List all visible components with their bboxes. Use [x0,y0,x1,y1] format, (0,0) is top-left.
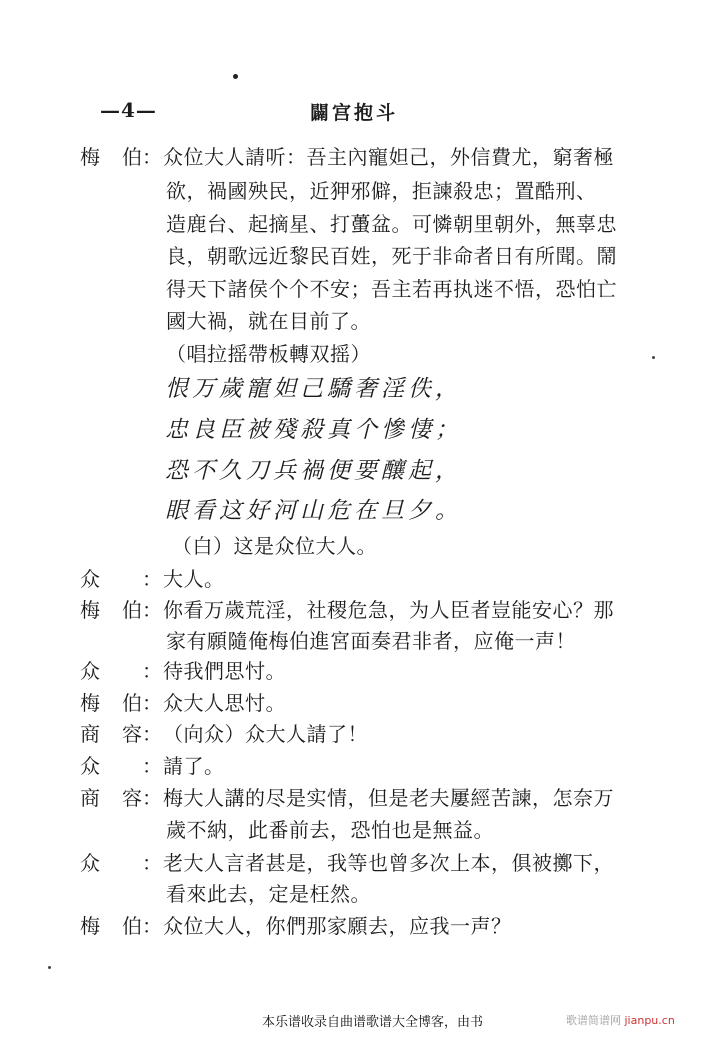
speaker-colon: ： [142,851,162,875]
dialogue-line: 歲不納，此番前去，恐怕也是無益。 [166,818,494,842]
speaker-colon: ： [142,914,162,938]
speaker-colon: ： [142,786,162,810]
speaker-char-1: 众 [80,851,100,875]
dialogue-line: 待我們思忖。 [163,659,286,683]
dialogue-line: 看來此去，定是枉然。 [166,882,371,906]
scan-speck [652,356,655,359]
sung-verse: 恨万歲寵妲己驕奢淫佚， [165,376,462,402]
watermark [566,1012,675,1028]
dialogue-line: 良，朝歌远近黎民百姓，死于非命者日有所聞。鬧 [166,244,617,268]
sung-verse: 忠良臣被殘殺真个慘悽； [165,417,462,443]
dialogue-line: 欲，禍國殃民，近狎邪僻，拒諫殺忠；置酷刑、 [166,179,597,203]
dialogue-line: 造鹿台、起摘星、打蠆盆。可憐朝里朝外，無辜忠 [166,212,617,236]
speaker-name [80,597,142,623]
speaker-colon: ： [142,598,162,622]
speaker-name [80,690,142,716]
spoken-line: （白）这是众位大人。 [172,534,377,558]
sung-verse: 眼看这好河山危在旦夕。 [165,498,462,524]
stage-direction: （唱拉摇帶板轉双摇） [166,342,371,366]
watermark-url: jianpu.cn [624,1014,675,1027]
speaker-char-1: 梅 [80,145,100,169]
speaker-name [80,144,142,170]
dialogue-line: 家有願隨俺梅伯進宮面奏君非者，应俺一声！ [166,629,576,653]
dialogue-line: 你看万歲荒淫，社稷危急，为人臣者豈能安心？那 [163,598,614,622]
speaker-colon: ： [142,567,162,591]
dialogue-line: 众位大人請听：吾主內寵妲己，外信費尤，窮奢極 [163,145,614,169]
speaker-colon: ： [142,691,162,715]
page-number: —4— [100,98,157,122]
speaker-char-1: 众 [80,659,100,683]
speaker-name [80,566,100,592]
scan-speck [48,966,51,969]
speaker-name [80,721,142,747]
dialogue-line: 众位大人，你們那家願去，应我一声？ [163,914,512,938]
dialogue-line: 國大禍，就在目前了。 [166,309,371,333]
speaker-colon: ： [142,754,162,778]
speaker-name [80,753,100,779]
dialogue-line: 大人。 [163,567,225,591]
speaker-char-1: 梅 [80,598,100,622]
speaker-char-2: 伯 [122,598,142,622]
speaker-colon: ： [142,659,162,683]
dialogue-line: 众大人思忖。 [163,691,286,715]
speaker-char-1: 商 [80,786,100,810]
speaker-char-2: 伯 [122,914,142,938]
running-title: 闢宫抱斗 [310,102,399,124]
speaker-char-2: 伯 [122,691,142,715]
dialogue-line: （向众）众大人請了！ [163,722,368,746]
speaker-char-2: 容 [122,786,142,810]
dialogue-line: 得天下諸侯个个不安；吾主若再执迷不悟，恐怕亡 [166,277,617,301]
speaker-colon: ： [142,722,162,746]
speaker-name [80,785,142,811]
speaker-char-1: 众 [80,567,100,591]
speaker-char-1: 商 [80,722,100,746]
sung-verse: 恐不久刀兵禍便要釀起， [165,458,462,484]
watermark-site-name: 歌谱简谱网 [566,1014,621,1027]
dialogue-line: 梅大人講的尽是实情，但是老夫屢經苦諫，怎奈万 [163,786,614,810]
speaker-char-2: 容 [122,722,142,746]
speaker-char-1: 梅 [80,691,100,715]
speaker-name [80,850,100,876]
speaker-char-1: 众 [80,754,100,778]
dialogue-line: 老大人言者甚是，我等也曾多次上本，俱被擲下， [163,851,614,875]
ink-dot [233,74,238,79]
dialogue-line: 請了。 [163,754,225,778]
speaker-char-1: 梅 [80,914,100,938]
speaker-colon: ： [142,145,162,169]
speaker-name [80,658,100,684]
speaker-char-2: 伯 [122,145,142,169]
footer-note: 本乐谱收录自曲谱歌谱大全博客，由书 [262,1015,484,1030]
speaker-name [80,913,142,939]
